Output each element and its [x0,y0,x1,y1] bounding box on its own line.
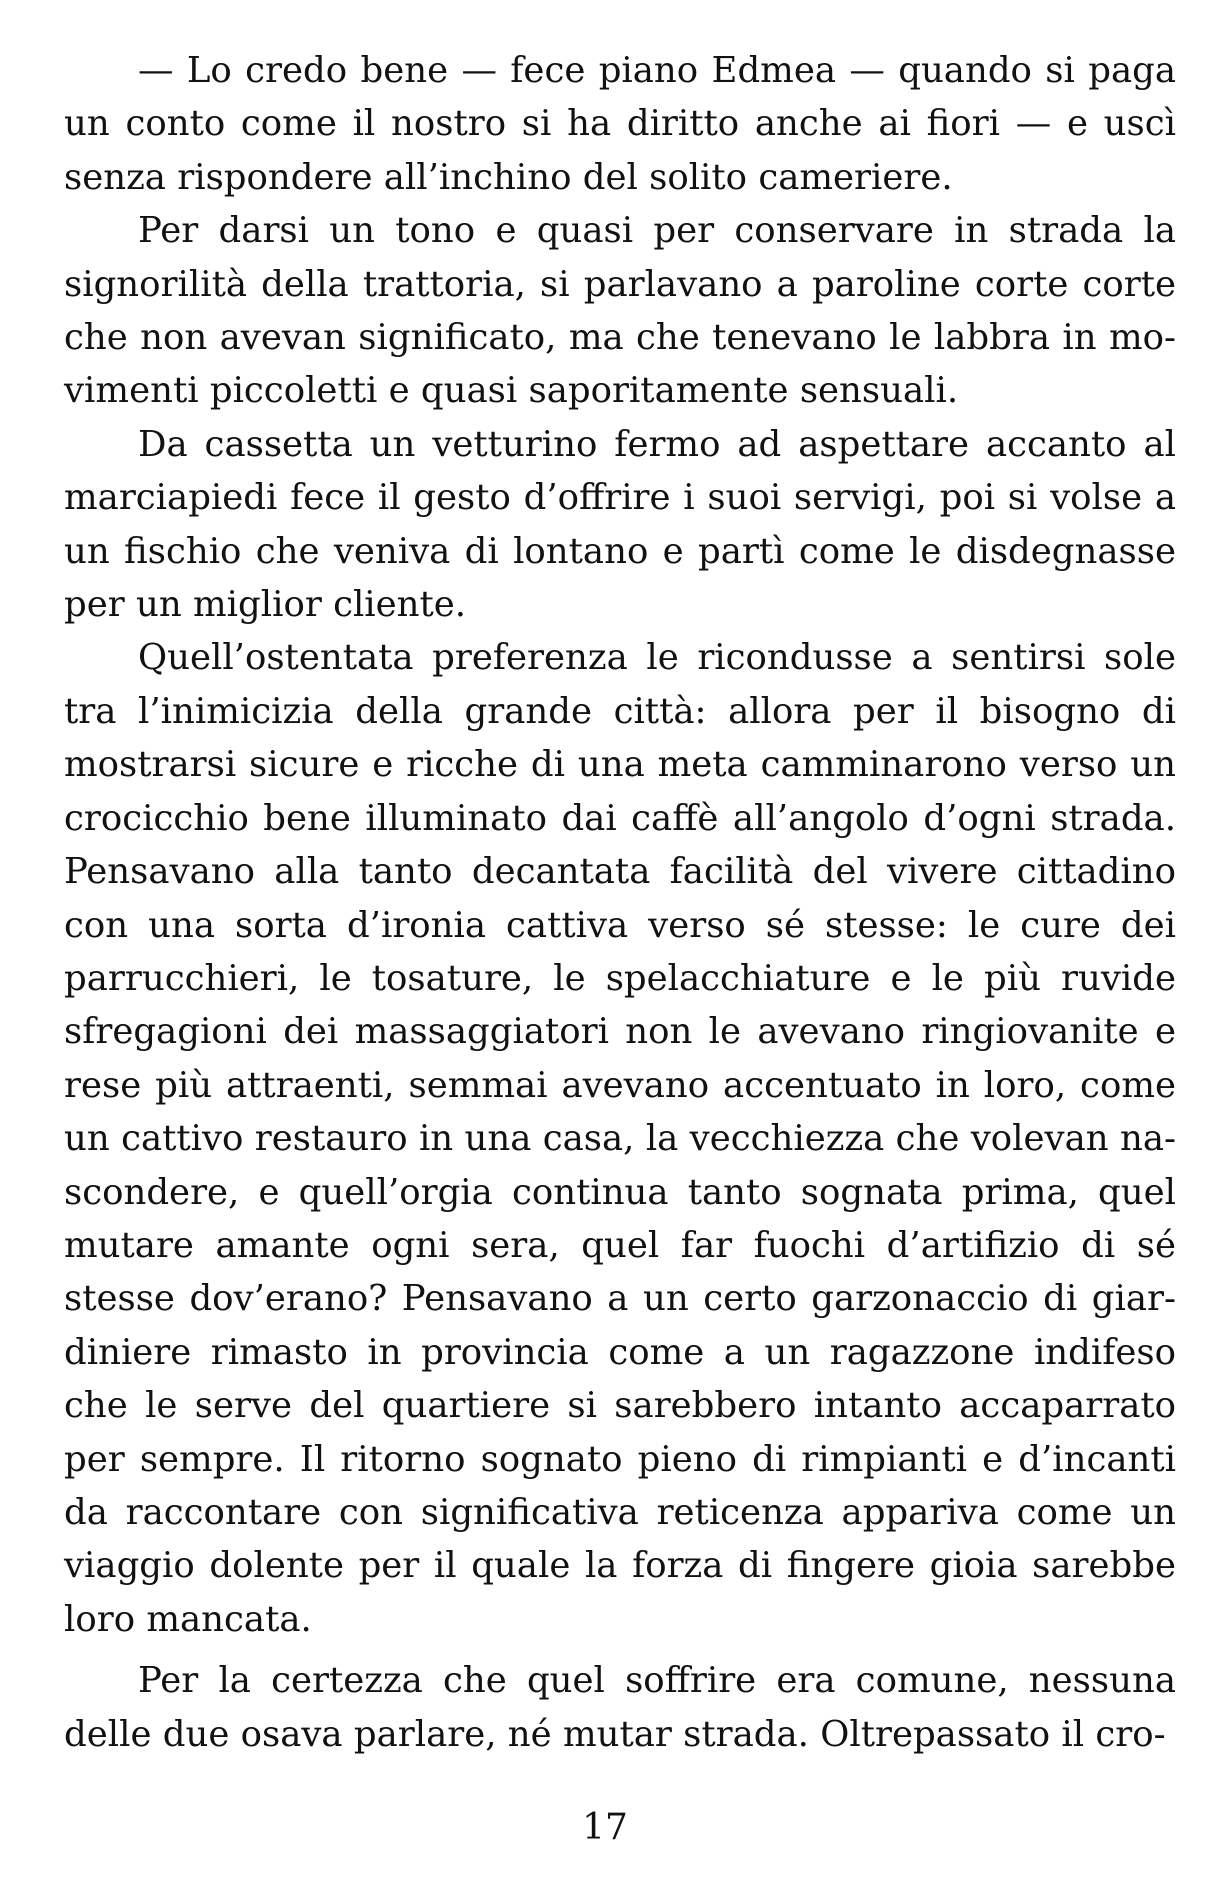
page-number: 17 [582,1807,628,1848]
paragraph-4: Quell’ostentata preferenza le ricondusse a sentirsi sole tra l’inimicizia della grande città: allora per il bisogno di mostrarsi sicure e ricche di una meta camminarono verso un crocicchio bene illuminato dai caffè all’angolo d’ogni strada. Pensavano alla tanto decantata facilità del vivere cittadino con una sorta d’ironia cattiva verso sé stesse: le cure dei parrucchieri, le tosature, le spelacchiature e le più ruvide sfregagioni dei massaggiatori non le avevano ringiovanite e rese più attraenti, semmai avevano accentuato in loro, come un cattivo restauro in una casa, la vecchiezza che volevan nascondere, e quell’orgia continua tanto sognata prima, quel mutare amante ogni sera, quel far fuochi d’artifizio di sé stesse dov’erano? Pensavano a un certo garzonaccio di giardiniere rimasto in provincia come a un ragazzone indifeso che le serve del quartiere si sarebbero intanto accaparrato per sempre. Il ritorno sognato pieno di rimpianti e d’incanti da raccontare con significativa reticenza appariva come un viaggio dolente per il quale la forza di fingere gioia sarebbe loro mancata. [64,637,1176,1640]
paragraph-2: Per darsi un tono e quasi per conservare in strada la signorilità della trattoria, si parlavano a paroline corte corte che non avevan significato, ma che tenevano le labbra in movimenti piccoletti e quasi saporitamente sensuali. [64,210,1176,412]
paragraph-1: — Lo credo bene — fece piano Edmea — quando si paga un conto come il nostro si ha diritto anche ai fiori — e uscì senza rispondere all’inchino del solito cameriere. [64,50,1176,198]
body-text [64,44,1176,1761]
paragraph-5: Per la certezza che quel soffrire era comune, nessuna delle due osava parlare, né mutar strada. Oltrepassato il cro- [64,1660,1176,1755]
paragraph-3: Da cassetta un vetturino fermo ad aspettare accanto al marciapiedi fece il gesto d’offrire i suoi servigi, poi si volse a un fischio che veniva di lontano e partì come le disdegnasse per un miglior cliente. [64,423,1176,626]
